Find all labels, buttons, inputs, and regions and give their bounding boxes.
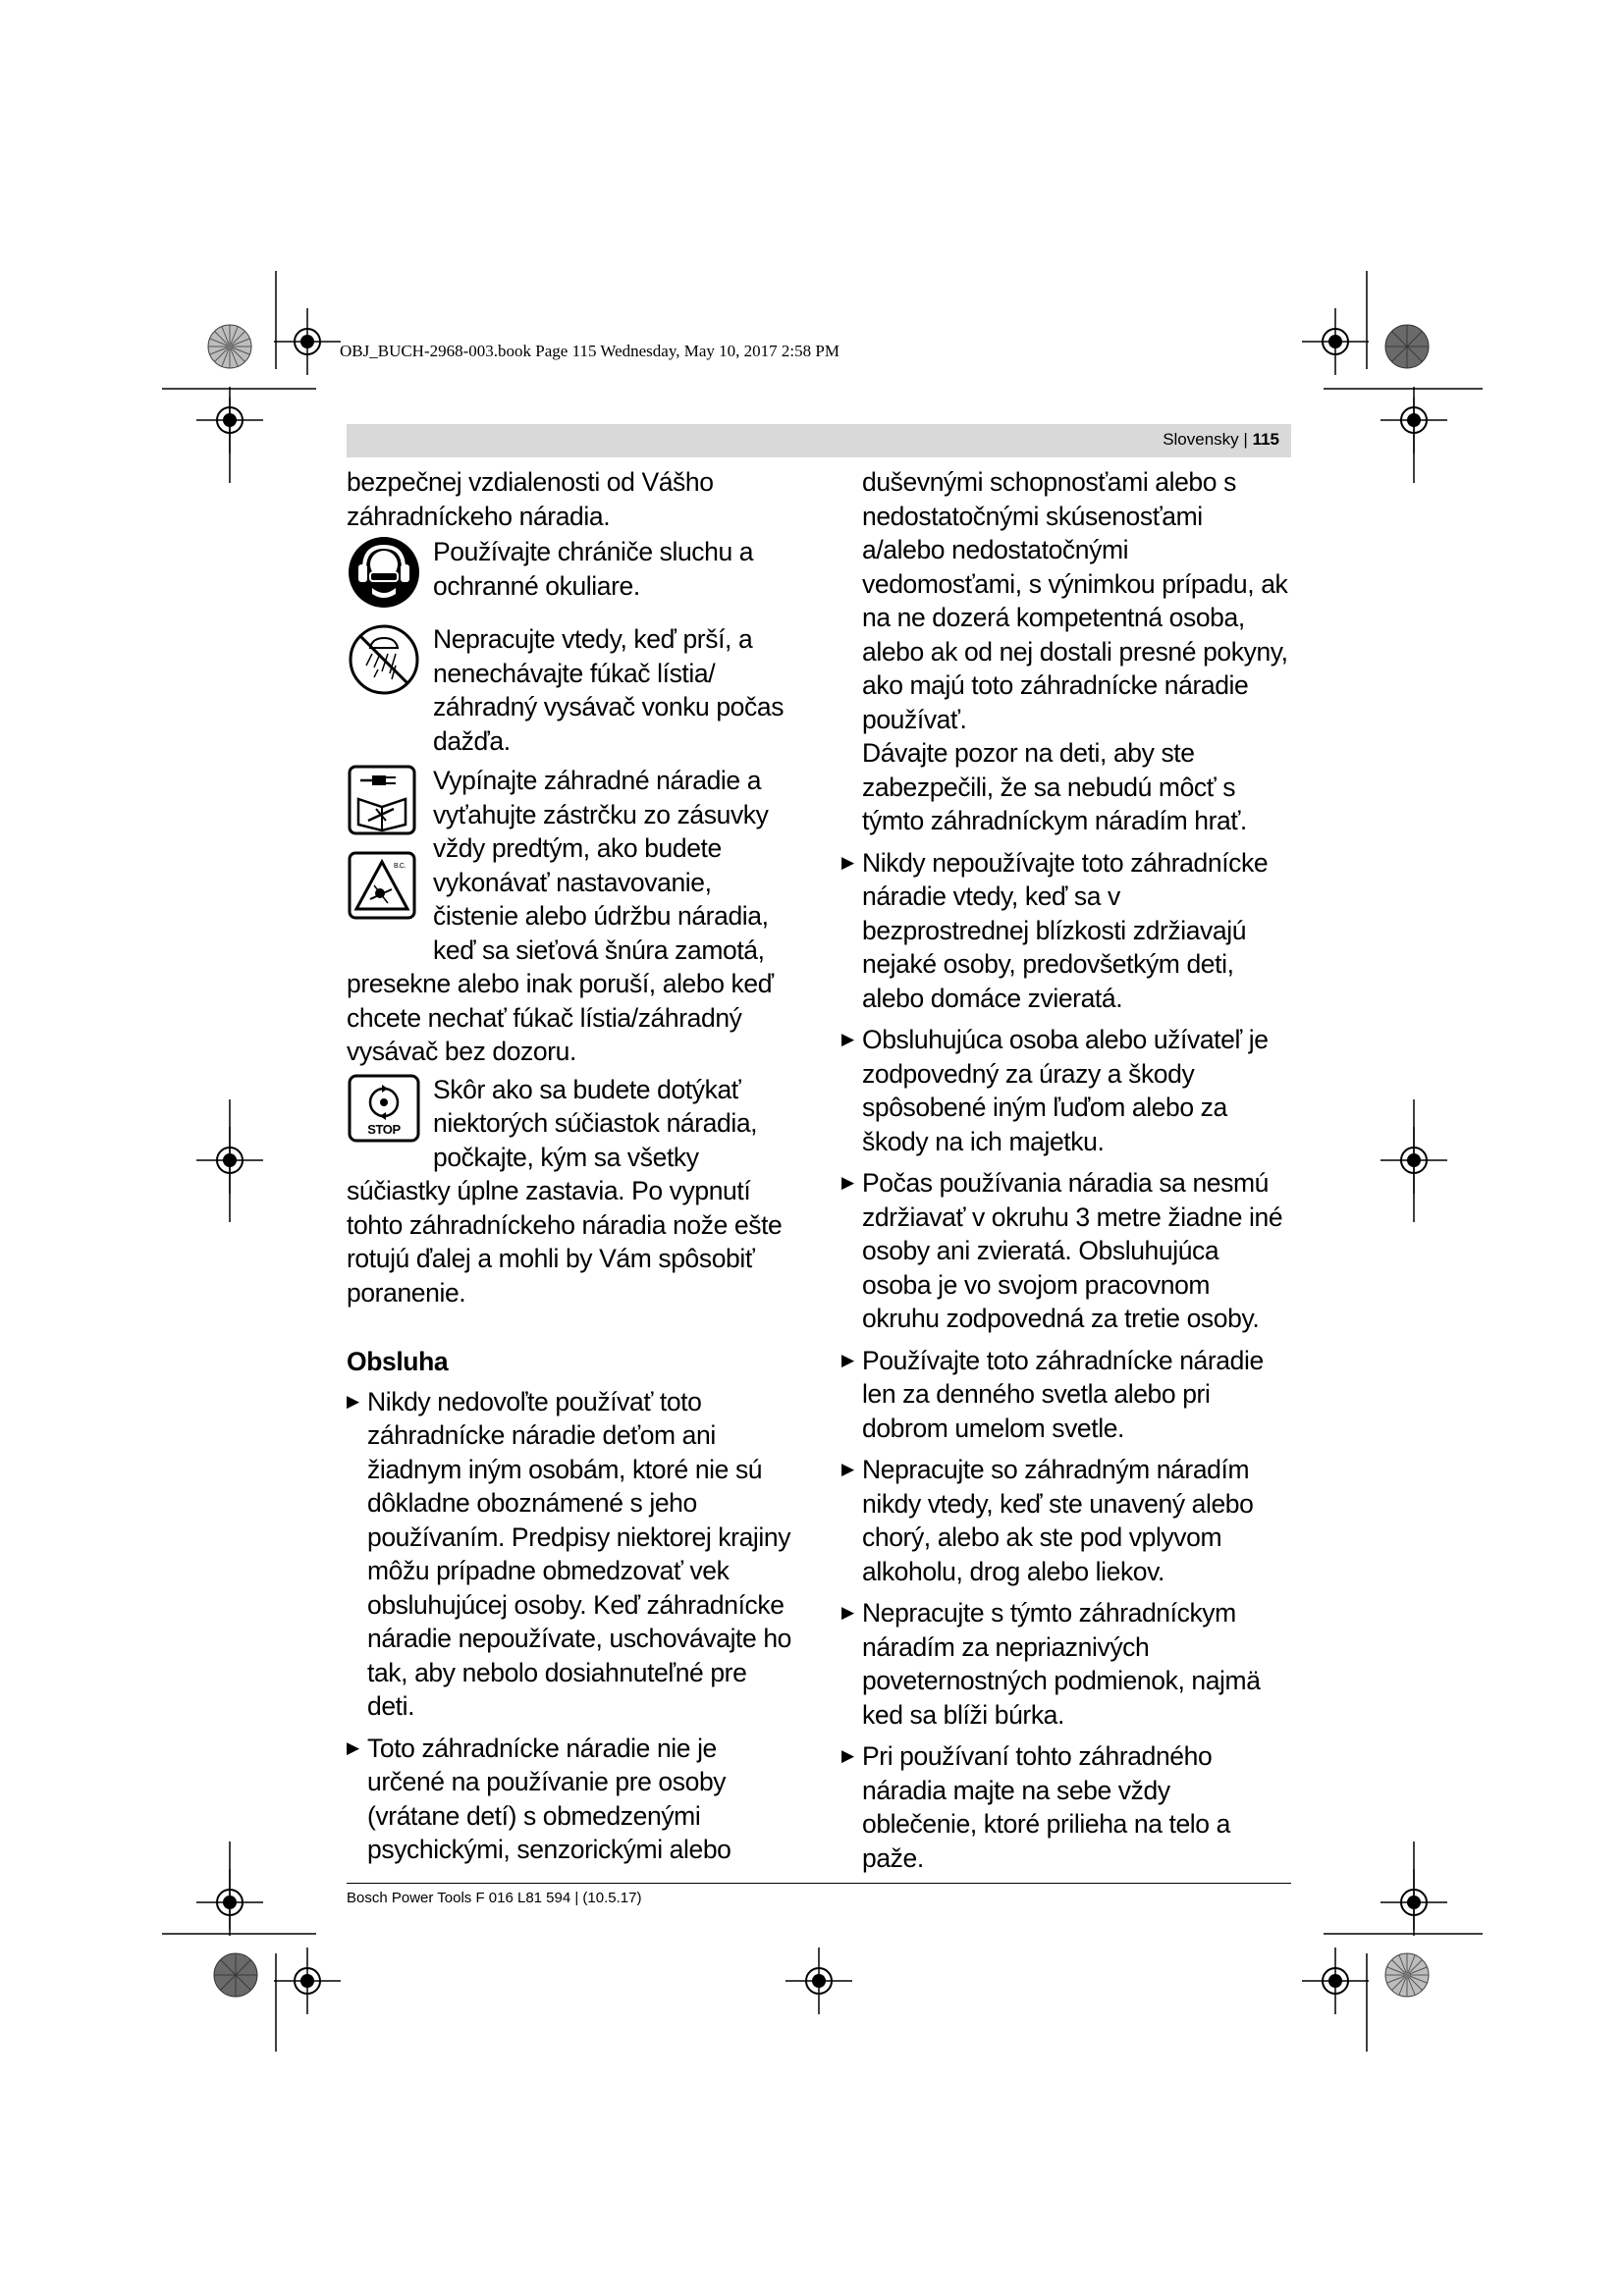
unplug-text-continued: presekne alebo inak poruší, alebo keď chcete nechať fúkač lístia/záhradný vysávač bez dozoru. (347, 969, 774, 1066)
bullet-text: Pri používaní tohto záhradného náradia majte na sebe vždy oblečenie, ktoré prilieha na telo a paže. (862, 1741, 1230, 1873)
stop-text-continued: súčiastky úplne zastavia. Po vypnutí tohto záhradníckeho náradia nože ešte rotujú ďalej a mohli by Vám spôsobiť poranenie. (347, 1176, 783, 1308)
bullet-triangle-icon: ▶ (841, 1030, 854, 1048)
no-rain-icon (347, 622, 433, 690)
section-title-obsluha: Obsluha (347, 1347, 449, 1376)
warning-rain (347, 622, 796, 758)
warning-hearing (347, 535, 796, 603)
bullet-item (347, 1732, 796, 1867)
bullet-item (841, 1023, 1291, 1158)
bullet-text: Obsluhujúca osoba alebo užívateľ je zodpovedný za úrazy a škody spôsobené iným ľuďom alebo za škody na ich majetku. (862, 1025, 1269, 1156)
intro-paragraph: bezpečnej vzdialenosti od Vášho záhradníckeho náradia. (347, 467, 714, 531)
bullet-item (347, 1385, 796, 1724)
bullet-text: Nikdy nepoužívajte toto záhradnícke náradie vtedy, keď sa v bezprostrednej blízkosti zdržiavajú nejaké osoby, predovšetkým deti, alebo domáce zvieratá. (862, 847, 1269, 1013)
bullet-text: Nepracujte s týmto záhradníckym náradím za nepriaznivých poveternostných podmienok, najmä ked sa blíži búrka. (862, 1598, 1261, 1730)
bullet-triangle-icon: ▶ (841, 852, 854, 872)
unplug-manual-icon (347, 764, 433, 850)
bullet-item (841, 1739, 1291, 1875)
stop-text: Skôr ako sa budete dotýkať niektorých súčiastok náradia, počkajte, kým sa všetky (433, 1074, 758, 1172)
stop-rotation-icon (347, 1073, 433, 1141)
right-column (841, 465, 1291, 1883)
children-paragraph: Dávajte pozor na deti, aby ste zabezpečili, že sa nebudú môcť s týmto záhradníckym náradím hrať. (862, 738, 1247, 835)
warning-stop (347, 1073, 796, 1175)
bullet-item (841, 846, 1291, 1016)
unplug-text: Vypínajte záhradné náradie a vyťahujte zástrčku zo zásuvky vždy predtým, ako budete vykonávať nastavovanie, čistenie alebo údržbu náradia, keď sa sieťová šnúra zamotá, (433, 766, 769, 965)
left-column (347, 465, 796, 1875)
bullet-text: Toto záhradnícke náradie nie je určené na používanie pre osoby (vrátane detí) s obmedzenými psychickými, senzorickými alebo (367, 1733, 731, 1864)
header-language: Slovensky (1163, 430, 1239, 449)
bullet-triangle-icon: ▶ (347, 1737, 359, 1757)
ear-eye-protection-icon (347, 535, 433, 603)
bullet-text: Nepracujte so záhradným náradím nikdy vtedy, keď ste unavený alebo chorý, alebo ak ste pod vplyvom alkoholu, drog alebo liekov. (862, 1455, 1254, 1586)
bullet-triangle-icon: ▶ (841, 1746, 854, 1765)
header-separator: | (1243, 430, 1248, 449)
blade-warning-icon (347, 850, 433, 936)
bullet-triangle-icon: ▶ (841, 1603, 854, 1622)
bc-label: B.C. (394, 863, 406, 870)
bullet-text: Nikdy nedovoľte používať toto záhradnícke náradie deťom ani žiadnym iným osobám, ktoré nie sú dôkladne oboznámené s jeho používaním. Predpisy niektorej krajiny môžu prípadne obmedzovať vek obsluhujúcej osoby. Keď záhradnícke náradie nepoužívate, uschovávajte ho tak, aby nebolo dosiahnuteľné pre deti. (367, 1386, 791, 1721)
bullet-triangle-icon: ▶ (841, 1173, 854, 1192)
warning-unplug (347, 764, 796, 967)
page-footer: Bosch Power Tools F 016 L81 594 | (10.5.17) (347, 1890, 642, 1906)
page-number: 115 (1252, 430, 1279, 449)
bullet-text: Počas používania náradia sa nesmú zdržiavať v okruhu 3 metre žiadne iné osoby ani zvieratá. Obsluhujúca osoba je vo svojom pracovnom okruhu zodpovedná za tretie osoby. (862, 1168, 1283, 1333)
footer-rule (347, 1883, 1291, 1884)
rain-text: Nepracujte vtedy, keď prší, a nenechávajte fúkač lístia/ záhradný vysávač vonku počas dažďa. (433, 624, 785, 756)
bullet-triangle-icon: ▶ (347, 1391, 359, 1411)
page-header (347, 424, 1291, 457)
bullet-item (841, 1453, 1291, 1588)
bullet-item (841, 1344, 1291, 1446)
bullet-item (841, 1596, 1291, 1732)
bullet-text: Používajte toto záhradnícke náradie len za denného svetla alebo pri dobrom umelom svetle. (862, 1345, 1264, 1443)
hearing-text: Používajte chrániče sluchu a ochranné okuliare. (433, 537, 754, 601)
bullet-triangle-icon: ▶ (841, 1460, 854, 1478)
bullet-triangle-icon: ▶ (841, 1350, 854, 1369)
print-slug: OBJ_BUCH-2968-003.book Page 115 Wednesday, May 10, 2017 2:58 PM (340, 342, 839, 360)
stop-label: STOP (367, 1121, 401, 1137)
continued-paragraph: duševnými schopnosťami alebo s nedostatočnými skúsenosťami a/alebo nedostatočnými vedomosťami, s výnimkou prípadu, ak na ne dozerá kompetentná osoba, alebo ak od nej dostali presné pokyny, ako majú toto záhradnícke náradie používať. (862, 467, 1288, 734)
bullet-item (841, 1166, 1291, 1336)
header-label (1163, 430, 1279, 450)
